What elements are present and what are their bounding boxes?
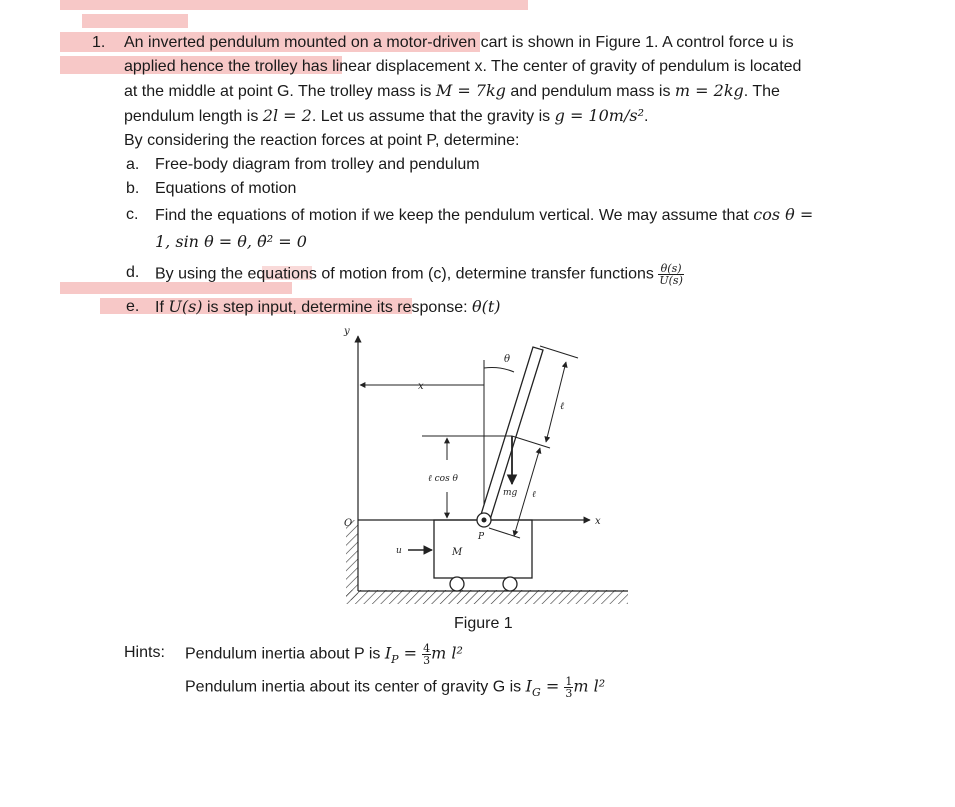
hint2-den: 3: [565, 687, 573, 700]
label-x-axis: x: [595, 516, 601, 527]
label-y: y: [344, 326, 350, 337]
hint1-pre: Pendulum inertia about P is: [185, 645, 385, 663]
problem-line-1: An inverted pendulum mounted on a motor-driven cart is shown in Figure 1. A control force u is: [124, 34, 794, 51]
line3-mid: and pendulum mass is: [505, 83, 675, 100]
label-ell-bottom: ℓ: [532, 490, 536, 500]
cart-body: [434, 520, 532, 578]
ground-hatch: [346, 590, 628, 604]
item-c-body: Find the equations of motion if we keep the pendulum vertical. We may assume that: [155, 207, 754, 224]
item-e-mid: is step input, determine its response:: [202, 299, 472, 316]
hint-line-2: [185, 676, 605, 703]
hint1-eq: =: [398, 643, 423, 663]
label-x-displacement: x: [418, 381, 424, 392]
label-theta: θ: [504, 354, 511, 365]
pendulum-length: 2l = 2: [262, 106, 312, 125]
hint1-lhs: I: [384, 643, 392, 663]
hint2-fraction: [564, 676, 573, 699]
label-origin: O: [344, 518, 353, 529]
item-e-input: U(s): [168, 297, 203, 316]
ell-top-ext1: [540, 346, 578, 358]
cart-wheel-left: [450, 577, 464, 591]
item-b-text: Equations of motion: [155, 180, 297, 197]
item-e-pre: If: [155, 299, 169, 316]
figure-caption: Figure 1: [454, 615, 513, 632]
item-d-label: d.: [126, 264, 140, 281]
item-b-label: b.: [126, 180, 140, 197]
item-e-label: e.: [126, 298, 140, 315]
problem-number: 1.: [92, 34, 106, 51]
line3-pre: at the middle at point G. The trolley mass is: [124, 83, 436, 100]
hint2-pre: Pendulum inertia about its center of gravity G is: [185, 678, 526, 696]
label-M: M: [452, 547, 463, 558]
item-c-math-line2: 1, sin θ = θ, θ̇² = 0: [155, 232, 307, 251]
hint2-eq: =: [540, 676, 565, 696]
tf-denominator: U(s): [659, 274, 683, 287]
label-P: P: [478, 532, 485, 542]
tf-numerator: θ(s): [658, 263, 684, 275]
ell-bottom-dim: [514, 448, 540, 536]
hint1-rhs: m l²: [431, 643, 463, 663]
pendulum-mass: m = 2kg: [674, 81, 744, 100]
pivot-p-inner: [482, 518, 487, 523]
problem-line-5: By considering the reaction forces at point P, determine:: [124, 132, 520, 149]
hint2-num: 1: [565, 675, 573, 688]
label-mg: mg: [503, 488, 518, 498]
theta-arc: [484, 368, 514, 373]
line4-post: .: [643, 108, 649, 125]
ell-top-ext2: [512, 436, 550, 448]
hint2-rhs: m l²: [573, 676, 606, 696]
line4-mid: . Let us assume that the gravity is: [311, 108, 555, 125]
line3-post: . The: [743, 83, 780, 100]
item-c-label: c.: [126, 206, 139, 223]
gravity-value: g = 10m/s²: [554, 106, 644, 125]
hints-label: Hints:: [124, 644, 165, 661]
item-a-label: a.: [126, 156, 140, 173]
label-ell-cos: ℓ cos θ: [428, 474, 458, 484]
item-e-response: θ(t): [472, 297, 501, 316]
trolley-mass: M = 7kg: [435, 81, 506, 100]
hint1-den: 3: [423, 654, 431, 667]
line4-pre: pendulum length is: [124, 108, 263, 125]
hint-line-1: [185, 643, 463, 670]
hint2-lhs: I: [525, 676, 532, 696]
hint1-sub: P: [391, 652, 399, 666]
hint1-num: 4: [423, 642, 431, 655]
hint2-sub: G: [531, 685, 541, 699]
item-a-text: Free-body diagram from trolley and pendulum: [155, 156, 480, 173]
label-ell-top: ℓ: [560, 401, 565, 412]
item-c-math-cos: cos θ =: [753, 205, 814, 224]
problem-line-2: applied hence the trolley has linear displacement x. The center of gravity of pendulum is located: [124, 58, 802, 75]
hint1-fraction: [422, 643, 431, 666]
item-d-body: By using the equations of motion from (c), determine transfer functions: [155, 265, 659, 283]
cart-wheel-right: [503, 577, 517, 591]
label-u: u: [396, 546, 402, 556]
wall-hatch: [346, 520, 358, 600]
